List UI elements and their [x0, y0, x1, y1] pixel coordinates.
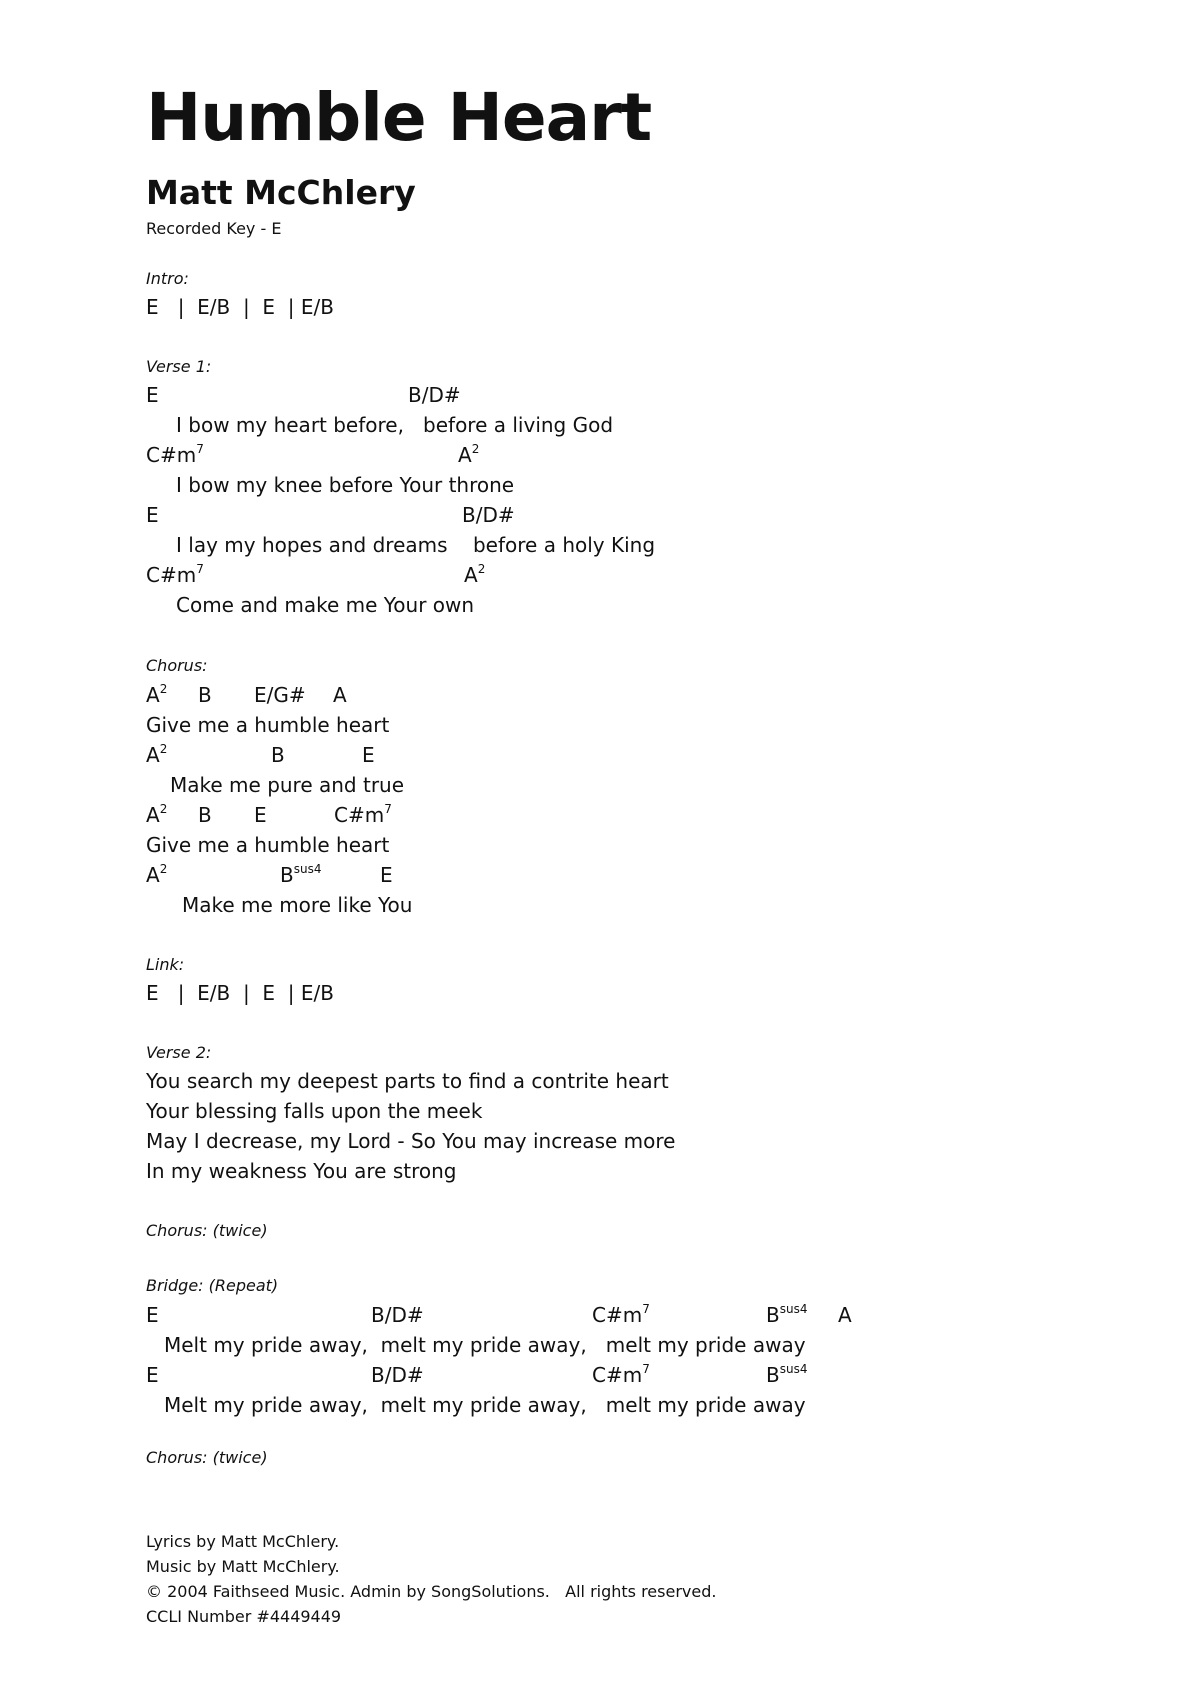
- chord: E: [146, 1363, 159, 1387]
- chord: $B^{sus4}$: [766, 1362, 808, 1387]
- chord: B/D#: [371, 1303, 424, 1327]
- section-label-intro: Intro:: [146, 269, 189, 288]
- chord: $C\#m^7$: [334, 802, 392, 827]
- section-label-chorus-twice: Chorus: (twice): [146, 1221, 268, 1240]
- chord: E: [380, 863, 393, 887]
- chord: $A^2$: [146, 742, 168, 767]
- chord: $C\#m^7$: [146, 442, 204, 467]
- chord: E: [146, 383, 159, 407]
- lyric-line: You search my deepest parts to find a contrite heart: [146, 1069, 669, 1093]
- chord: A: [838, 1303, 852, 1327]
- section-label-verse-2: Verse 2:: [146, 1043, 212, 1062]
- lyric-line: In my weakness You are strong: [146, 1159, 457, 1183]
- chord: B/D#: [371, 1363, 424, 1387]
- lyric-line: Give me a humble heart: [146, 713, 390, 737]
- lyrics-credit: Lyrics by Matt McChlery.: [146, 1532, 340, 1551]
- chord: $C\#m^7$: [146, 562, 204, 587]
- chord: E: [146, 1303, 159, 1327]
- chord: E: [362, 743, 375, 767]
- song-artist: Matt McChlery: [146, 173, 416, 212]
- chord: $C\#m^7$: [592, 1362, 650, 1387]
- chord: B: [198, 683, 212, 707]
- chord: $A^2$: [146, 682, 168, 707]
- chord: B: [198, 803, 212, 827]
- music-credit: Music by Matt McChlery.: [146, 1557, 340, 1576]
- chord: B/D#: [408, 383, 461, 407]
- lyric-line: I bow my knee before Your throne: [176, 473, 515, 497]
- lyric-line: Give me a humble heart: [146, 833, 390, 857]
- song-title: Humble Heart: [146, 79, 652, 156]
- section-label-chorus-twice: Chorus: (twice): [146, 1448, 268, 1467]
- lyric-line: Melt my pride away, melt my pride away, melt my pride away: [164, 1333, 806, 1357]
- chord: $B^{sus4}$: [766, 1302, 808, 1327]
- chord: E: [254, 803, 267, 827]
- section-label-link: Link:: [146, 955, 185, 974]
- link-chord-bars: E | E/B | E | E/B: [146, 981, 334, 1005]
- lyric-line: May I decrease, my Lord - So You may increase more: [146, 1129, 676, 1153]
- section-label-bridge: Bridge: (Repeat): [146, 1276, 279, 1295]
- recorded-key: Recorded Key - E: [146, 219, 282, 238]
- ccli-number: CCLI Number #4449449: [146, 1607, 342, 1626]
- chord: $A^2$: [458, 442, 480, 467]
- chord: E: [146, 503, 159, 527]
- section-label-chorus: Chorus:: [146, 656, 208, 675]
- lyric-line: I lay my hopes and dreams before a holy King: [176, 533, 656, 557]
- chord: $C\#m^7$: [592, 1302, 650, 1327]
- lyric-line: Your blessing falls upon the meek: [146, 1099, 483, 1123]
- section-label-verse-1: Verse 1:: [146, 357, 212, 376]
- chord: $A^2$: [464, 562, 486, 587]
- lyric-line: Melt my pride away, melt my pride away, melt my pride away: [164, 1393, 806, 1417]
- chord: B/D#: [462, 503, 515, 527]
- chord: A: [333, 683, 347, 707]
- chord: B: [271, 743, 285, 767]
- copyright-notice: © 2004 Faithseed Music. Admin by SongSolutions. All rights reserved.: [146, 1582, 717, 1601]
- chord: $B^{sus4}$: [280, 862, 322, 887]
- lyric-line: Come and make me Your own: [176, 593, 475, 617]
- lyric-line: Make me pure and true: [170, 773, 405, 797]
- chord: $A^2$: [146, 862, 168, 887]
- chord: $A^2$: [146, 802, 168, 827]
- chord: E/G#: [254, 683, 306, 707]
- intro-chord-bars: E | E/B | E | E/B: [146, 295, 334, 319]
- lyric-line: Make me more like You: [182, 893, 413, 917]
- lyric-line: I bow my heart before, before a living God: [176, 413, 614, 437]
